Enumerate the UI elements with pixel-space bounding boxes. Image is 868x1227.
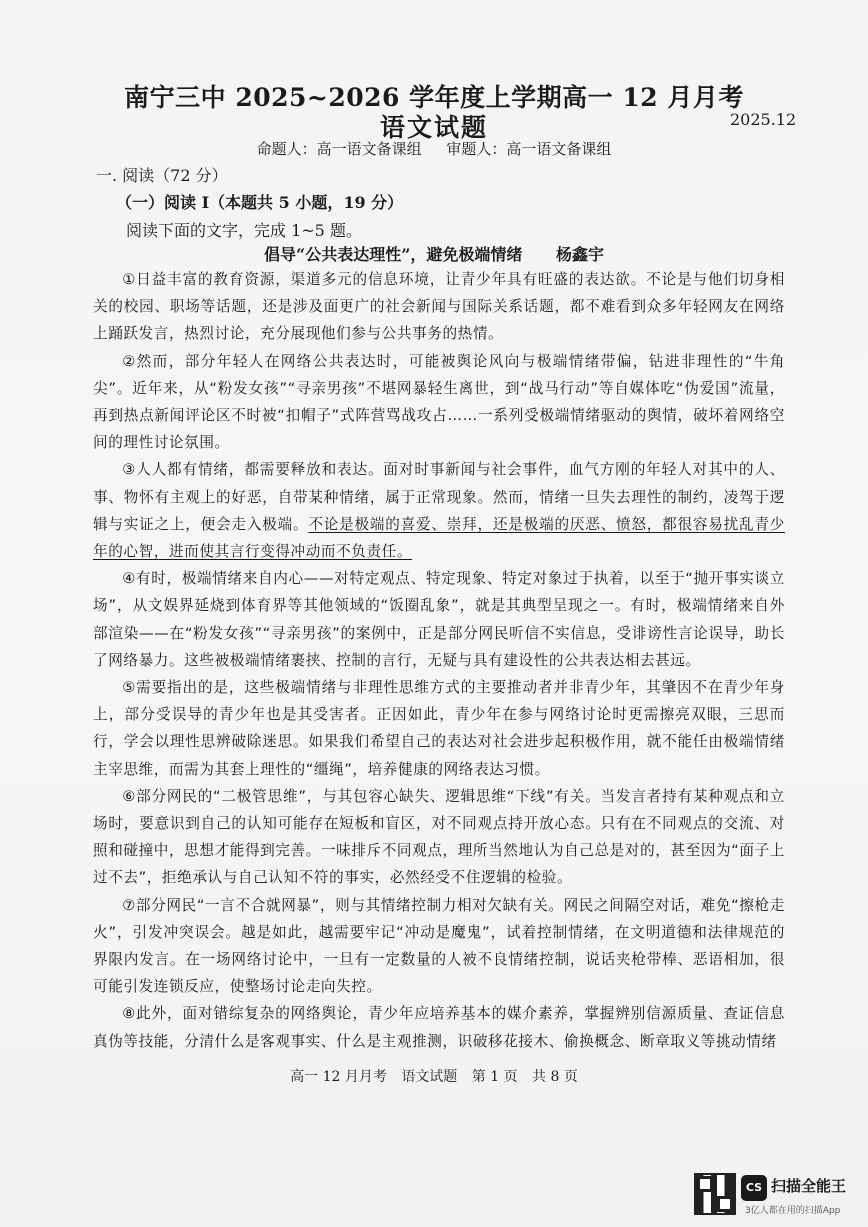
article-author: 杨鑫宇 xyxy=(555,245,604,264)
footer-subject: 语文试题 xyxy=(401,1069,458,1085)
page-footer xyxy=(0,1066,868,1086)
proposer: 命题人：高一语文备课组 xyxy=(256,140,422,158)
camscanner-slogan: 3亿人都在用的扫描App xyxy=(745,1206,841,1216)
paragraph-7: ⑦部分网民“一言不合就网暴”，则与其情绪控制力相对欠缺有关。网民之间隔空对话，难免“擦枪走火”，引发冲突误会。越是如此，越需要牢记“冲动是魔鬼”，试着控制情绪，在文明道德和法律规范的界限内发言。在一场网络讨论中，一旦有一定数量的人被不良情绪控制，说话夹枪带棒、恶语相加，很可能引发连锁反应，使整场讨论走向失控。 xyxy=(93,896,785,996)
footer-total: 共 8 页 xyxy=(532,1069,578,1085)
section-heading: 一. 阅读（72 分） xyxy=(96,166,228,185)
exam-date: 2025.12 xyxy=(730,110,797,129)
paragraph-6: ⑥部分网民的“二极管思维”，与其包容心缺失、逻辑思维“下线”有关。当发言者持有某种观点和立场时，要意识到自己的认知可能存在短板和盲区，对不同观点持开放心态。只有在不同观点的交流、对照和碰撞中，思想才能得到完善。一味排斥不同观点，理所当然地认为自己总是对的，甚至因为“面子上过不去”，拒绝承认与自己认知不符的事实，必然经受不住逻辑的检验。 xyxy=(93,787,785,887)
article-title xyxy=(0,242,868,265)
paragraph-3-underlined-sentence: 不论是极端的喜爱、崇拜，还是极端的厌恶、愤怒，都很容易扰乱青少年的心智，进而使其言行变得冲动而不负责任。 xyxy=(93,515,785,561)
article-body xyxy=(93,266,785,1055)
subsection-heading: （一）阅读 I（本题共 5 小题，19 分） xyxy=(116,193,404,212)
exam-authors xyxy=(0,138,868,159)
qr-code-icon xyxy=(694,1173,736,1215)
paragraph-3-text: ③人人都有情绪，都需要释放和表达。面对时事新闻与社会事件，血气方刚的年轻人对其中的人、事、物怀有主观上的好恶，自带某种情绪，属于正常现象。然而，情绪一旦失去理性的制约，凌驾于逻辑与实证之上，便会走入极端。 xyxy=(93,461,785,533)
exam-title: 南宁三中 2025~2026 学年度上学期高一 12 月月考 xyxy=(124,83,744,112)
paragraph-3 xyxy=(93,456,785,565)
article-title-text: 倡导“公共表达理性”，避免极端情绪 xyxy=(263,245,523,264)
paragraph-1: ①日益丰富的教育资源，渠道多元的信息环境，让青少年具有旺盛的表达欲。不论是与他们切身相关的校园、职场等话题，还是涉及面更广的社会新闻与国际关系话题，都不难看到众多年轻网友在网络上踊跃发言，热烈讨论，充分展现他们参与公共事务的热情。 xyxy=(93,271,785,343)
footer-exam: 高一 12 月月考 xyxy=(290,1069,387,1085)
camscanner-app-name: 扫描全能王 xyxy=(771,1177,847,1195)
paragraph-5: ⑤需要指出的是，这些极端情绪与非理性思维方式的主要推动者并非青少年，其肇因不在青少年身上，部分受误导的青少年也是其受害者。正因如此，青少年在参与网络讨论时更需擦亮双眼，三思而行，学会以理性思辨破除迷思。如果我们希望自己的表达对社会进步起积极作用，就不能任由极端情绪主宰思维，而需为其套上理性的“缰绳”，培养健康的网络表达习惯。 xyxy=(93,679,785,778)
paragraph-4: ④有时，极端情绪来自内心——对特定观点、特定现象、特定对象过于执着，以至于“抛开事实谈立场”，从文娱界延烧到体育界等其他领域的“饭圈乱象”，就是其典型呈现之一。有时，极端情绪来自外部渲染——在“粉发女孩”“寻亲男孩”的案例中，正是部分网民听信不实信息，受诽谤性言论误导，助长了网络暴力。这些被极端情绪裹挟、控制的言行，无疑与具有建设性的公共表达相去甚远。 xyxy=(93,570,785,669)
reading-instruction: 阅读下面的文字，完成 1~5 题。 xyxy=(126,221,362,240)
reviewer: 审题人：高一语文备课组 xyxy=(446,140,612,158)
exam-subtitle: 语文试题 xyxy=(379,113,488,142)
footer-page: 第 1 页 xyxy=(471,1069,518,1085)
paragraph-8: ⑧此外，面对错综复杂的网络舆论，青少年应培养基本的媒介素养，掌握辨别信源质量、查证信息真伪等技能，分清什么是客观事实、什么是主观推测，识破移花接木、偷换概念、断章取义等挑动情绪 xyxy=(93,1005,785,1050)
paragraph-2: ②然而，部分年轻人在网络公共表达时，可能被舆论风向与极端情绪带偏，钻进非理性的“牛角尖”。近年来，从“粉发女孩”“寻亲男孩”不堪网暴轻生离世，到“战马行动”等自媒体吃“伪爱国”流量，再到热点新闻评论区不时被“扣帽子”式阵营骂战攻占……一系列受极端情绪驱动的舆情，破坏着网络空间的理性讨论氛围。 xyxy=(93,352,785,452)
camscanner-logo-icon: CS xyxy=(741,1175,767,1201)
